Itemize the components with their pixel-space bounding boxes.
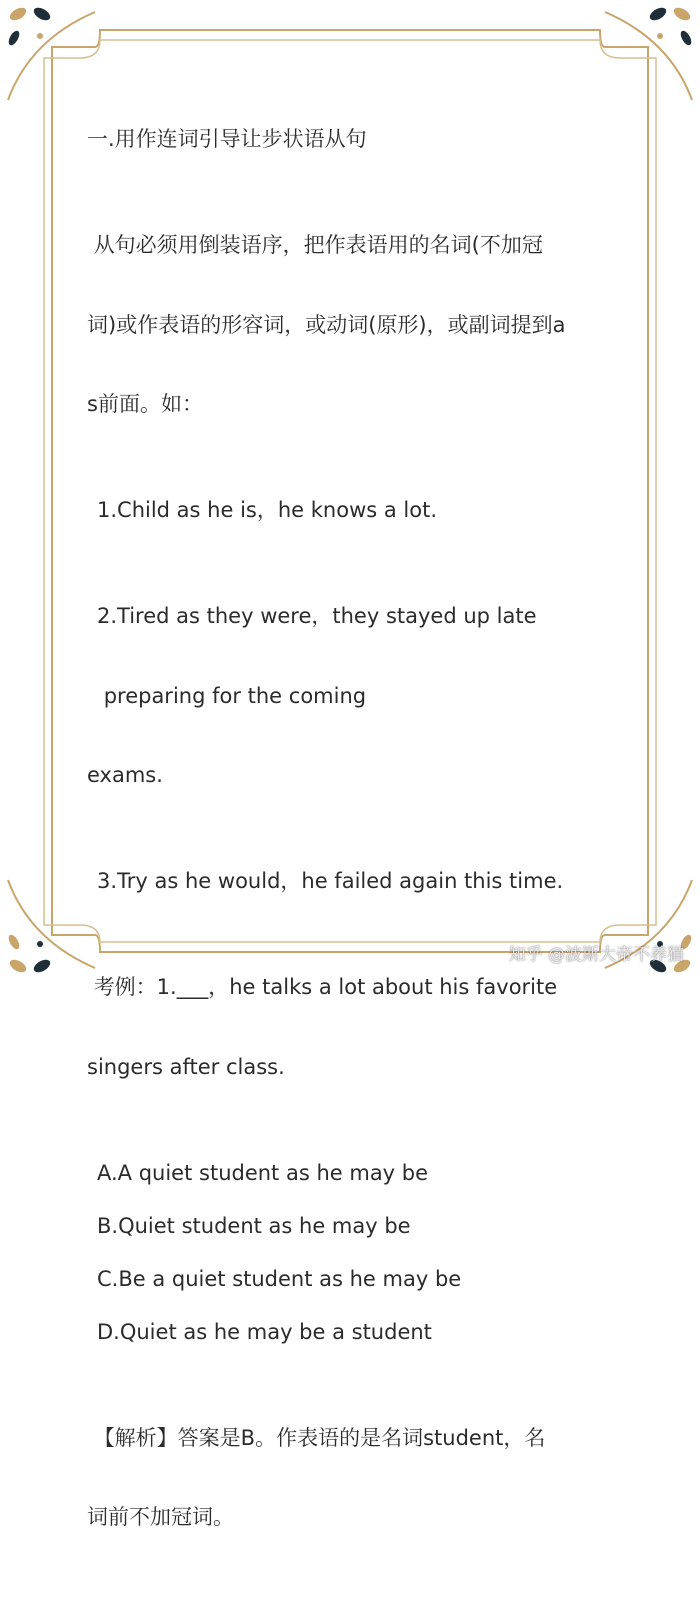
analysis-line: 【解析】答案是B。作表语的是名词student，名 (87, 1425, 546, 1450)
option-c: C.Be a quiet student as he may be (97, 1266, 462, 1291)
intro-line: 从句必须用倒装语序，把作表语用的名词(不加冠 (87, 233, 543, 257)
question-line: 考例：1.___，he talks a lot about his favorite (87, 975, 558, 999)
option-d: D.Quiet as he may be a student (97, 1319, 432, 1344)
section-heading: 一.用作连词引导让步状语从句 (87, 127, 367, 151)
example-1: 1.Child as he is，he knows a lot. (97, 498, 437, 522)
ornament-top-right (648, 5, 694, 47)
analysis-line: 词前不加冠词。 (87, 1505, 234, 1529)
intro-paragraph (87, 179, 617, 471)
example-2-line: 2.Tired as they were，they stayed up late (97, 604, 537, 628)
intro-line: s前面。如： (87, 392, 203, 416)
example-2-line: exams. (87, 763, 163, 787)
option-b: B.Quiet student as he may be (97, 1213, 411, 1238)
analysis (87, 1372, 617, 1584)
watermark: 知乎 @波斯大帝不养猫 (508, 945, 684, 965)
intro-line: 词)或作表语的形容词，或动词(原形)，或副词提到a (87, 312, 566, 337)
ornament-top-left (7, 5, 53, 47)
example-2 (87, 550, 617, 842)
example-2-line: preparing for the coming (97, 683, 367, 708)
question-line: singers after class. (87, 1054, 285, 1079)
ornament-bottom-left (7, 933, 53, 975)
example-3: 3.Try as he would，he failed again this time. (97, 869, 564, 893)
option-a: A.A quiet student as he may be (97, 1160, 429, 1185)
document-body (87, 126, 617, 1610)
